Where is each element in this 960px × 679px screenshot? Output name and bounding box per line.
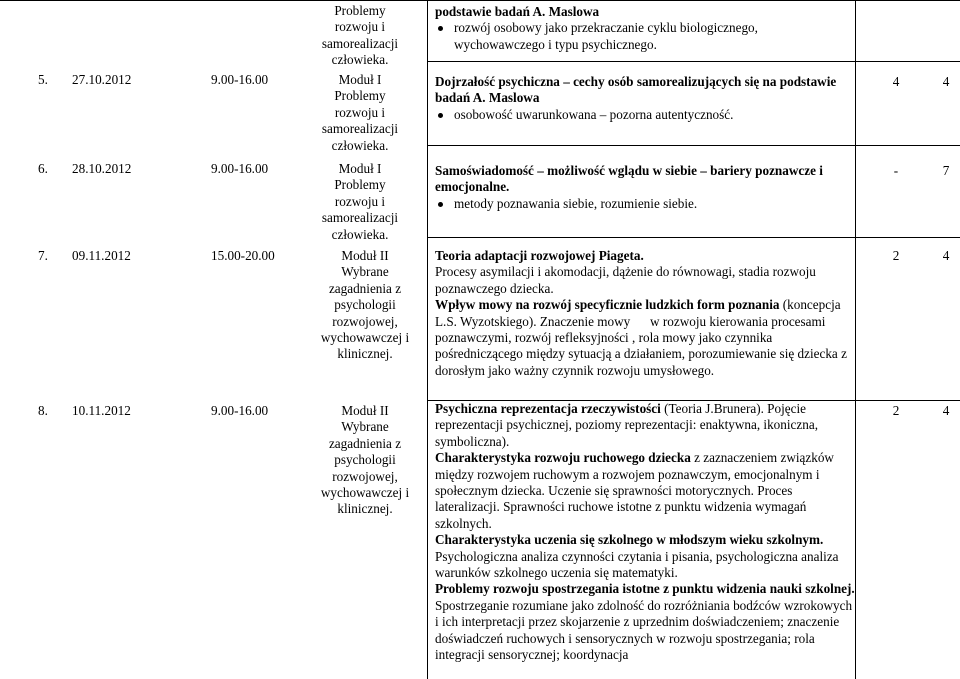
topic-line: samorealizacji: [321, 121, 399, 137]
row-date: 10.11.2012: [72, 403, 131, 418]
row-number: 8.: [38, 403, 48, 418]
hours-row: [871, 248, 960, 264]
topic-line: rozwoju i: [334, 104, 386, 120]
bullet-item: osobowość uwarunkowana – pozorna autentyczność.: [435, 107, 850, 123]
row-number: 5.: [38, 72, 48, 87]
row-date: 27.10.2012: [72, 72, 132, 87]
content-heading: Problemy rozwoju spostrzegania istotne z punktu widzenia nauki szkolnej.: [435, 581, 855, 597]
hours-value: 2: [892, 403, 900, 418]
column-divider: [855, 0, 856, 679]
topic-line: samorealizacji: [321, 35, 399, 51]
content-block-1: [435, 4, 850, 53]
content-heading: Dojrzałość psychiczna – cechy osób samorealizujących się na podstawie badań A. Maslowa: [435, 74, 837, 106]
hours-value: 7: [942, 163, 950, 178]
topic-line: człowieka.: [331, 52, 389, 68]
topic-line: klinicznej.: [337, 501, 393, 517]
row-date: 09.11.2012: [72, 248, 131, 263]
row-divider: [428, 237, 960, 238]
row-date: 28.10.2012: [72, 161, 132, 176]
content-paragraph: (koncepcja L.S. Wyzotskiego). Znaczenie mowy w rozwoju kierowania procesami poznawczymi, rozwój refleksyjności , rola mowy jako czynnika pośredniczącego między sytuacją a działaniem, porozumiewanie się dziecka z dorosłym jako ważny czynnik rozwoju umysłowego.: [435, 297, 851, 378]
topic-line: zagadnienia z: [328, 280, 402, 296]
module-label: Moduł I: [338, 161, 382, 176]
hours-row: [871, 74, 960, 90]
row-divider: [428, 145, 960, 146]
hours-value: 4: [942, 74, 950, 89]
row-number: 6.: [38, 161, 48, 176]
table-row: [305, 3, 415, 69]
topic-line: Problemy: [334, 88, 386, 104]
content-heading: Samoświadomość – możliwość wglądu w siebie – bariery poznawcze i emocjonalne.: [435, 163, 823, 195]
bullet-item: metody poznawania siebie, rozumienie siebie.: [435, 196, 860, 212]
content-paragraph: Procesy asymilacji i akomodacji, dążenie do równowagi, stadia rozwoju poznawczego dziecka.: [435, 264, 816, 296]
hours-value: 4: [892, 74, 900, 89]
column-divider: [427, 0, 428, 679]
content-paragraph: z zaznaczeniem związków między rozwojem ruchowym a rozwojem poznawczym, emocjonalnym i społecznym dziecka. Uczenie się sprawności motorycznych. Proces lateralizacji. Sprawności ruchowe istotne z punktu widzenia wymagań szkolnych.: [435, 450, 834, 531]
module-label: Moduł II: [341, 403, 389, 418]
topic-line: rozwoju i: [334, 193, 386, 209]
bullet-item: rozwój osobowy jako przekraczanie cyklu biologicznego, wychowawczego i typu psychicznego.: [435, 20, 850, 53]
topic-line: rozwoju i: [334, 19, 386, 35]
topic-line: człowieka.: [331, 226, 389, 242]
content-heading: podstawie badań A. Maslowa: [435, 4, 600, 19]
row-time: 9.00-16.00: [211, 403, 269, 418]
content-block-2: [435, 74, 850, 123]
content-block-4: [435, 248, 855, 379]
content-block-5: [435, 401, 855, 664]
content-heading: Psychiczna reprezentacja rzeczywistości: [435, 401, 661, 416]
hours-value: 4: [942, 248, 950, 263]
hours-row: [871, 403, 960, 419]
topic-line: Wybrane: [341, 419, 389, 435]
row-topic: [305, 248, 425, 363]
row-number: 7.: [38, 248, 48, 263]
hours-value: -: [893, 163, 899, 178]
topic-line: klinicznej.: [337, 346, 393, 362]
content-heading: Wpływ mowy na rozwój specyficznie ludzkich form poznania: [435, 297, 780, 313]
hours-row: [871, 163, 960, 179]
topic-line: Wybrane: [341, 264, 389, 280]
row-time: 9.00-16.00: [211, 161, 269, 176]
topic-line: zagadnienia z: [328, 435, 402, 451]
row-divider: [428, 61, 960, 62]
content-heading: Charakterystyka rozwoju ruchowego dziecka: [435, 450, 691, 466]
row-time: 9.00-16.00: [211, 72, 269, 87]
content-block-3: [435, 163, 860, 212]
row-time: 15.00-20.00: [211, 248, 275, 263]
hours-value: 4: [942, 403, 950, 418]
module-label: Moduł I: [338, 72, 382, 87]
topic-line: psychologii: [334, 297, 396, 313]
row-divider: [0, 0, 960, 1]
content-paragraph: (Teoria J.Brunera). Pojęcie reprezentacji psychicznej, poziomy reprezentacji: enaktywna, ikoniczna, symboliczna).: [435, 401, 818, 449]
topic-line: człowieka.: [331, 137, 389, 153]
row-topic: [305, 161, 415, 243]
topic-line: Problemy: [334, 177, 386, 193]
row-topic: [305, 403, 425, 518]
topic-line: wychowawczej i: [320, 485, 410, 501]
topic-line: rozwojowej,: [332, 468, 398, 484]
topic-line: wychowawczej i: [320, 330, 410, 346]
hours-value: 2: [892, 248, 900, 263]
content-heading: Charakterystyka uczenia się szkolnego w młodszym wieku szkolnym.: [435, 532, 824, 548]
row-topic: [305, 72, 415, 154]
topic-line: psychologii: [334, 452, 396, 468]
content-paragraph: Spostrzeganie rozumiane jako zdolność do rozróżniania bodźców wzrokowych i ich interpretacji przez skojarzenie z uprzednim doświadczeniem; znaczenie doświadczeń ruchowych i sensorycznych w rozwoju spostrzegania; rola integracji sensorycznej; koordynacja: [435, 597, 853, 663]
content-paragraph: Psychologiczna analiza czynności czytania i pisania, psychologiczna analiza warunków szkolnego uczenia się matematyki.: [435, 548, 839, 581]
topic-line: Problemy: [334, 3, 386, 18]
module-label: Moduł II: [341, 248, 389, 263]
content-heading: Teoria adaptacji rozwojowej Piageta.: [435, 248, 644, 263]
topic-line: rozwojowej,: [332, 313, 398, 329]
topic-line: samorealizacji: [321, 210, 399, 226]
